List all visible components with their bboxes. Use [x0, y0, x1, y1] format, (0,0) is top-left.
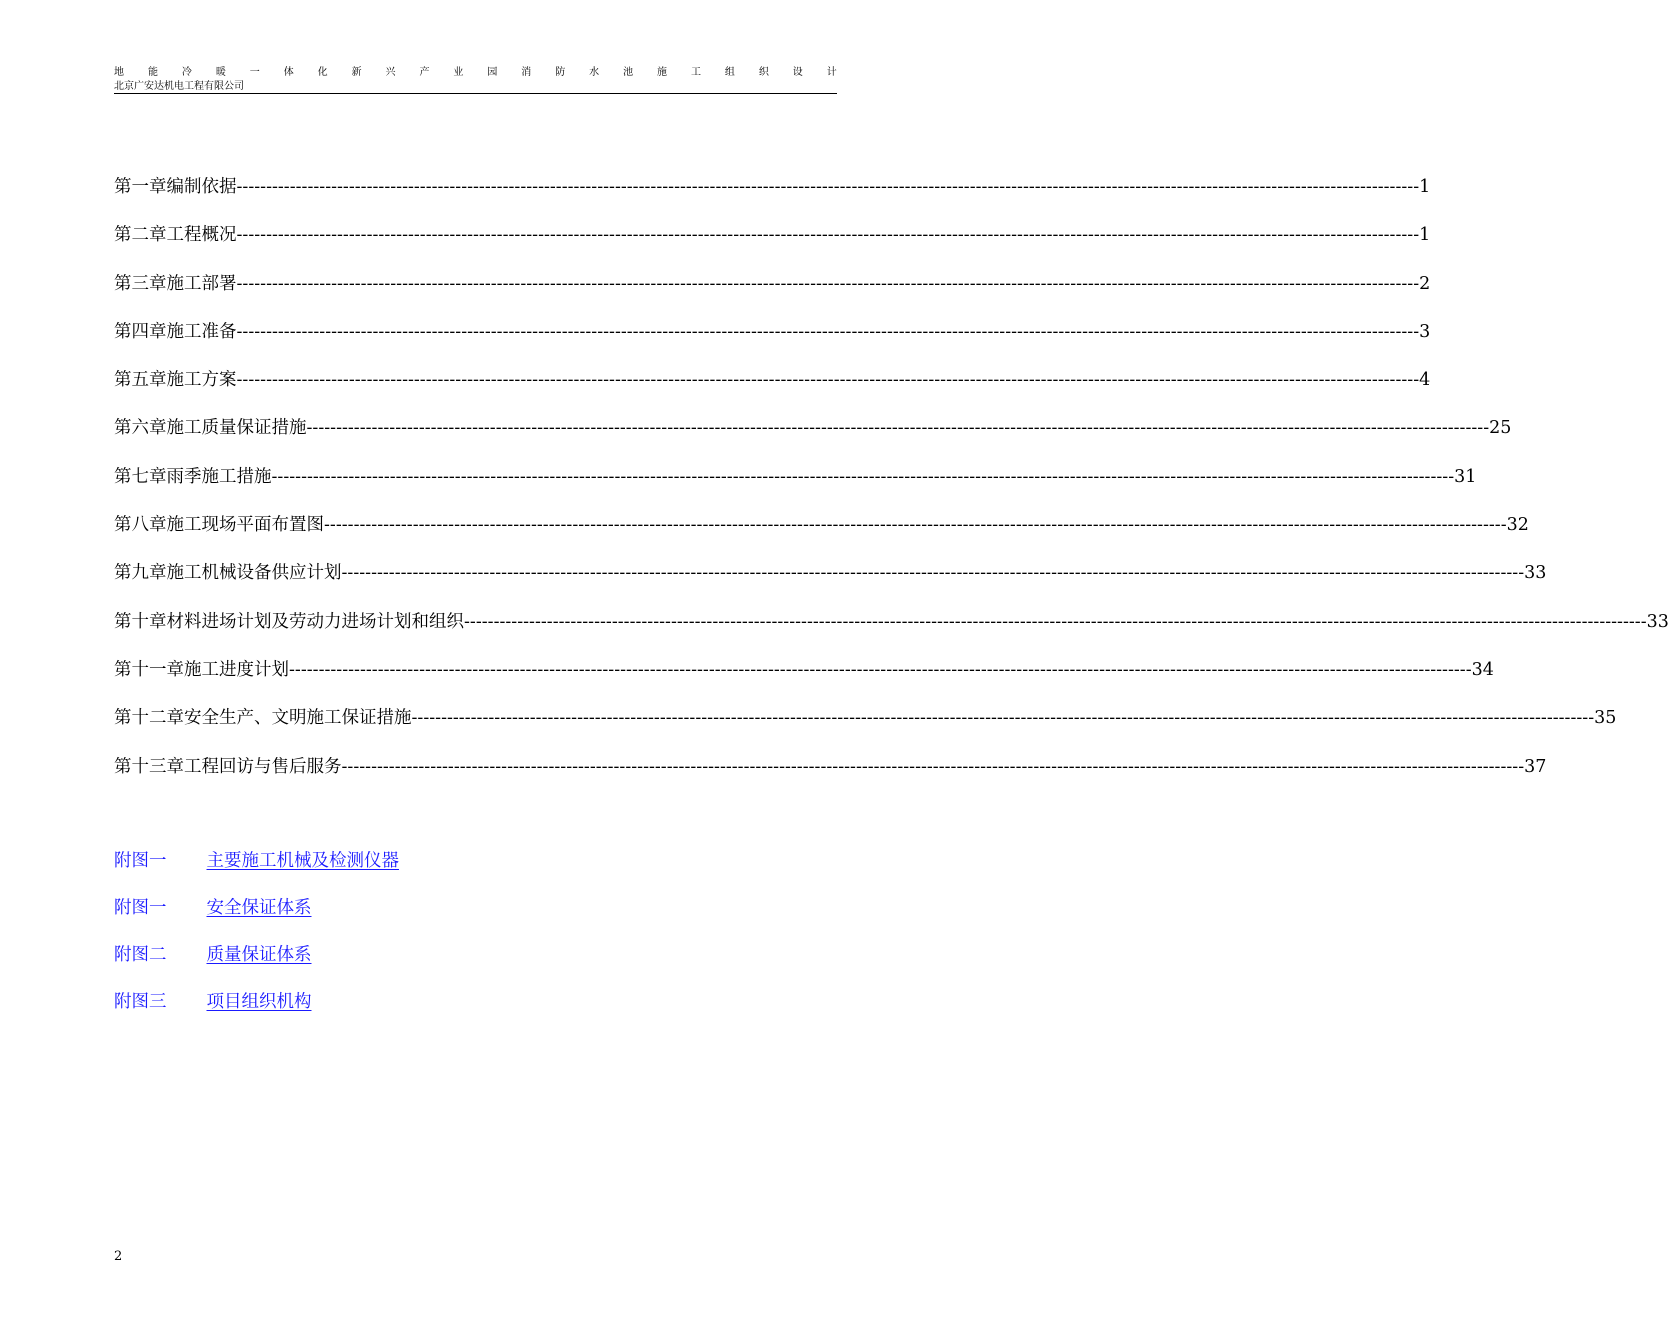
appendix-label: 附图三 — [114, 992, 167, 1012]
toc-leader: -------------------------------------------------------------------------------------------------------------------------------------------------------------------------------------------------------- — [236, 273, 1420, 294]
toc-leader: -------------------------------------------------------------------------------------------------------------------------------------------------------------------------------------------------------- — [236, 321, 1420, 342]
toc-leader: -------------------------------------------------------------------------------------------------------------------------------------------------------------------------------------------------------- — [341, 563, 1525, 584]
toc-entry[interactable] — [114, 413, 1512, 461]
header-title-char: 一 — [249, 67, 260, 78]
toc-entry[interactable] — [114, 317, 1431, 365]
table-of-contents — [114, 172, 1669, 800]
appendix-item — [114, 987, 399, 1034]
toc-entry[interactable] — [114, 703, 1617, 751]
toc-chapter-label: 第五章 — [114, 370, 167, 391]
header-title-char: 池 — [623, 67, 634, 78]
toc-entry[interactable] — [114, 558, 1547, 606]
toc-page-number: 32 — [1506, 515, 1529, 536]
toc-entry[interactable] — [114, 510, 1529, 558]
header-title-char: 织 — [758, 67, 769, 78]
toc-title: 施工进度计划 — [184, 659, 289, 680]
toc-page-number: 3 — [1419, 321, 1431, 342]
toc-leader: -------------------------------------------------------------------------------------------------------------------------------------------------------------------------------------------------------- — [306, 418, 1490, 439]
toc-page-number: 33 — [1646, 611, 1669, 632]
page-header — [114, 66, 837, 93]
toc-leader: -------------------------------------------------------------------------------------------------------------------------------------------------------------------------------------------------------- — [236, 225, 1420, 246]
header-title-char: 业 — [453, 67, 464, 78]
header-title-char: 体 — [283, 67, 294, 78]
toc-title: 施工准备 — [166, 321, 237, 342]
toc-chapter-label: 第三章 — [114, 273, 167, 294]
toc-page-number: 4 — [1419, 370, 1431, 391]
header-title-char: 产 — [419, 67, 430, 78]
appendix-link[interactable] — [114, 992, 312, 1012]
toc-chapter-label: 第十章 — [114, 611, 167, 632]
appendix-link[interactable] — [114, 898, 312, 918]
header-title-char: 防 — [555, 67, 566, 78]
toc-chapter-label: 第八章 — [114, 515, 167, 536]
toc-title: 施工质量保证措施 — [166, 418, 307, 439]
toc-chapter-label: 第十三章 — [114, 756, 184, 777]
header-title-char: 水 — [589, 67, 600, 78]
header-title-char: 施 — [657, 67, 667, 78]
toc-title: 工程概况 — [166, 225, 237, 246]
header-title-char: 消 — [521, 67, 532, 78]
appendix-gap — [167, 893, 207, 923]
toc-entry[interactable] — [114, 607, 1669, 655]
toc-page-number: 33 — [1524, 563, 1547, 584]
appendix-label: 附图一 — [114, 851, 167, 871]
toc-entry[interactable] — [114, 365, 1431, 413]
header-title-char: 地 — [114, 67, 124, 78]
toc-title: 材料进场计划及劳动力进场计划和组织 — [166, 611, 464, 632]
toc-entry[interactable] — [114, 462, 1477, 510]
appendix-label: 附图二 — [114, 945, 167, 965]
header-company: 北京广安达机电工程有限公司 — [114, 81, 244, 92]
appendix-item — [114, 846, 399, 893]
toc-page-number: 1 — [1419, 177, 1431, 197]
toc-leader: -------------------------------------------------------------------------------------------------------------------------------------------------------------------------------------------------------- — [341, 756, 1525, 777]
toc-page-number: 1 — [1419, 225, 1431, 246]
appendix-title: 项目组织机构 — [206, 992, 312, 1012]
header-title-char: 能 — [147, 67, 158, 78]
toc-page-number: 34 — [1471, 659, 1494, 680]
toc-entry[interactable] — [114, 752, 1547, 800]
toc-title: 施工方案 — [166, 370, 237, 391]
toc-page-number: 31 — [1454, 466, 1477, 487]
header-title-char: 工 — [690, 67, 701, 78]
header-title-char: 设 — [792, 67, 803, 78]
appendix-gap — [167, 846, 207, 876]
toc-leader: -------------------------------------------------------------------------------------------------------------------------------------------------------------------------------------------------------- — [324, 515, 1507, 536]
appendix-title: 安全保证体系 — [206, 898, 312, 918]
toc-entry[interactable] — [114, 655, 1494, 703]
toc-chapter-label: 第一章 — [114, 177, 167, 197]
toc-leader: -------------------------------------------------------------------------------------------------------------------------------------------------------------------------------------------------------- — [411, 708, 1595, 729]
header-title-char: 新 — [351, 67, 362, 78]
toc-leader: -------------------------------------------------------------------------------------------------------------------------------------------------------------------------------------------------------- — [236, 177, 1420, 197]
header-title-char: 园 — [487, 67, 498, 78]
appendix-link[interactable] — [114, 851, 399, 871]
header-title-char: 兴 — [385, 67, 396, 78]
toc-chapter-label: 第十一章 — [114, 659, 184, 680]
toc-title: 施工现场平面布置图 — [166, 515, 324, 536]
toc-title: 雨季施工措施 — [166, 466, 272, 487]
toc-page-number: 2 — [1419, 273, 1431, 294]
appendix-item — [114, 893, 399, 940]
toc-title: 施工机械设备供应计划 — [166, 563, 342, 584]
header-title — [114, 66, 837, 80]
toc-title: 施工部署 — [166, 273, 237, 294]
toc-entry[interactable] — [114, 172, 1431, 220]
appendix-title: 质量保证体系 — [206, 945, 312, 965]
appendix-list — [114, 846, 399, 1034]
appendix-gap — [167, 940, 207, 970]
toc-page-number: 25 — [1489, 418, 1512, 439]
toc-title: 编制依据 — [166, 177, 237, 197]
toc-leader: -------------------------------------------------------------------------------------------------------------------------------------------------------------------------------------------------------- — [271, 466, 1455, 487]
appendix-label: 附图一 — [114, 898, 167, 918]
toc-chapter-label: 第二章 — [114, 225, 167, 246]
toc-chapter-label: 第九章 — [114, 563, 167, 584]
toc-page-number: 37 — [1524, 756, 1547, 777]
toc-leader: -------------------------------------------------------------------------------------------------------------------------------------------------------------------------------------------------------- — [236, 370, 1420, 391]
toc-entry[interactable] — [114, 269, 1431, 317]
toc-title: 工程回访与售后服务 — [184, 756, 342, 777]
appendix-item — [114, 940, 399, 987]
toc-chapter-label: 第七章 — [114, 466, 167, 487]
toc-chapter-label: 第四章 — [114, 321, 167, 342]
toc-page-number: 35 — [1594, 708, 1617, 729]
appendix-title: 主要施工机械及检测仪器 — [206, 851, 399, 871]
header-title-char: 冷 — [181, 67, 192, 78]
appendix-link[interactable] — [114, 945, 312, 965]
toc-leader: -------------------------------------------------------------------------------------------------------------------------------------------------------------------------------------------------------- — [464, 611, 1647, 632]
toc-chapter-label: 第十二章 — [114, 708, 184, 729]
appendix-gap — [167, 987, 207, 1017]
header-title-char: 组 — [724, 67, 735, 78]
page-number: 2 — [114, 1249, 123, 1264]
header-title-char: 暖 — [215, 67, 226, 78]
toc-leader: -------------------------------------------------------------------------------------------------------------------------------------------------------------------------------------------------------- — [289, 659, 1472, 680]
toc-entry[interactable] — [114, 220, 1431, 268]
toc-chapter-label: 第六章 — [114, 418, 167, 439]
toc-title: 安全生产、文明施工保证措施 — [184, 708, 412, 729]
header-title-char: 化 — [317, 67, 328, 78]
header-divider — [114, 93, 837, 94]
header-title-char: 计 — [826, 67, 837, 78]
